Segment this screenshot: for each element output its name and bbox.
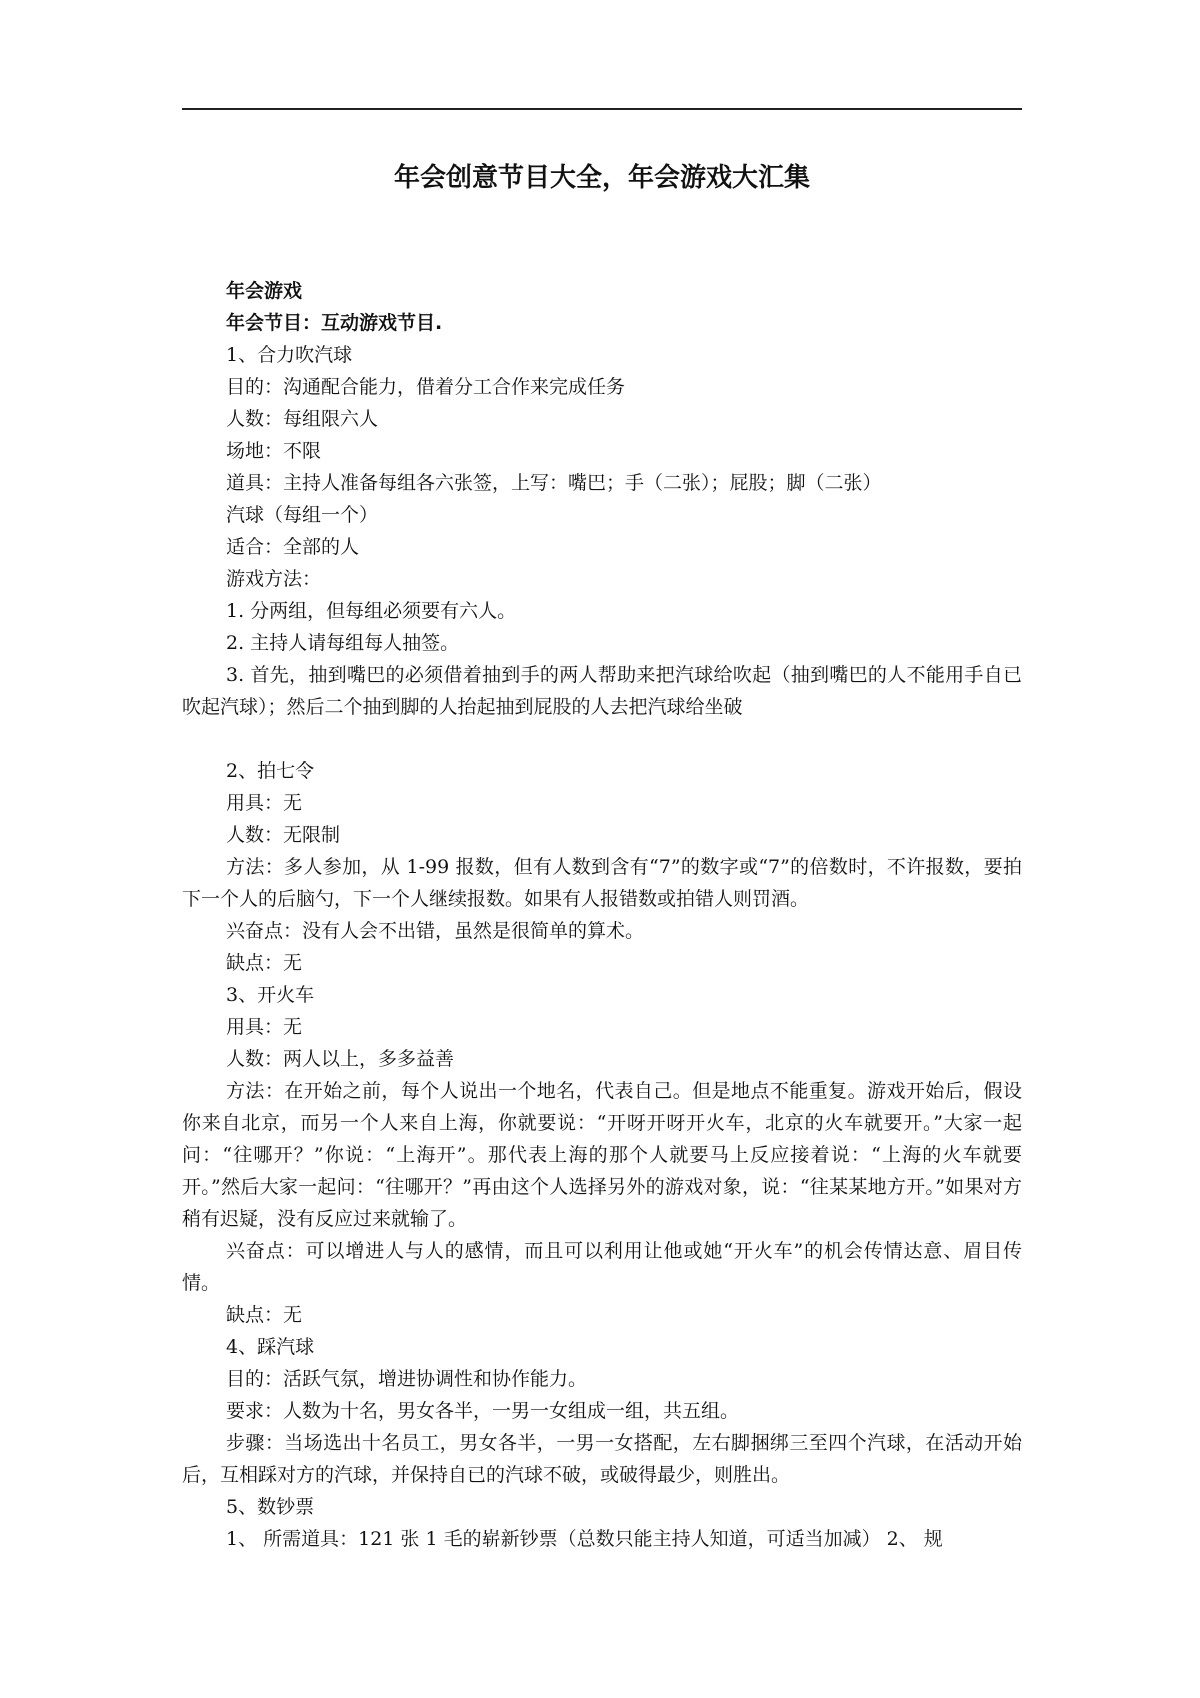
game2-tools: 用具：无 [226, 792, 303, 814]
game2-people: 人数：无限制 [226, 824, 341, 846]
paragraph-gap [182, 723, 1022, 755]
game1-step2: 2. 主持人请每组每人抽签。 [226, 632, 460, 654]
game1-name: 1、合力吹汽球 [226, 344, 353, 366]
game1-purpose: 目的：沟通配合能力，借着分工合作来完成任务 [226, 376, 626, 398]
game2-method: 方法：多人参加，从 1-99 报数，但有人数到含有“7”的数字或“7”的倍数时，不许报数，要拍下一个人的后脑勺，下一个人继续报数。如果有人报错数或拍错人则罚酒。 [182, 856, 1022, 910]
game1-step1: 1. 分两组，但每组必须要有六人。 [226, 600, 517, 622]
document-body [182, 275, 1022, 1555]
game1-method-label: 游戏方法： [226, 568, 322, 590]
game4-steps: 步骤：当场选出十名员工，男女各半，一男一女搭配，左右脚捆绑三至四个汽球，在活动开始后，互相踩对方的汽球，并保持自已的汽球不破，或破得最少，则胜出。 [182, 1432, 1022, 1486]
game2-drawback: 缺点：无 [226, 952, 303, 974]
game3-excitement: 兴奋点：可以增进人与人的感情，而且可以利用让他或她“开火车”的机会传情达意、眉目传情。 [182, 1240, 1022, 1294]
game3-name: 3、开火车 [226, 984, 315, 1006]
game1-venue: 场地：不限 [226, 440, 322, 462]
game5-name: 5、数钞票 [226, 1496, 315, 1518]
document-title: 年会创意节目大全，年会游戏大汇集 [393, 163, 810, 193]
game5-line1: 1、 所需道具：121 张 1 毛的崭新钞票（总数只能主持人知道，可适当加减） 2、 规 [226, 1528, 943, 1550]
header-rule [182, 108, 1022, 110]
game2-excitement: 兴奋点：没有人会不出错，虽然是很简单的算术。 [226, 920, 645, 942]
game4-requirement: 要求：人数为十名，男女各半，一男一女组成一组，共五组。 [226, 1400, 740, 1422]
game3-tools: 用具：无 [226, 1016, 303, 1038]
game1-props-cont: 汽球（每组一个） [226, 504, 379, 526]
game1-suitable: 适合：全部的人 [226, 536, 360, 558]
game3-people: 人数：两人以上，多多益善 [226, 1048, 455, 1070]
game3-drawback: 缺点：无 [226, 1304, 303, 1326]
game1-step3: 3. 首先，抽到嘴巴的必须借着抽到手的两人帮助来把汽球给吹起（抽到嘴巴的人不能用手自已吹起汽球）；然后二个抽到脚的人抬起抽到屁股的人去把汽球给坐破 [182, 664, 1022, 718]
section-heading: 年会游戏 [226, 280, 303, 302]
game4-purpose: 目的：活跃气氛，增进协调性和协作能力。 [226, 1368, 588, 1390]
game3-method: 方法：在开始之前，每个人说出一个地名，代表自己。但是地点不能重复。游戏开始后，假设你来自北京，而另一个人来自上海，你就要说：“开呀开呀开火车，北京的火车就要开。”大家一起问：“往哪开？”你说：“上海开”。那代表上海的那个人就要马上反应接着说：“上海的火车就要开。”然后大家一起问：“往哪开？”再由这个人选择另外的游戏对象，说：“往某某地方开。”如果对方稍有迟疑，没有反应过来就输了。 [182, 1080, 1022, 1230]
game1-props: 道具：主持人准备每组各六张签，上写：嘴巴；手（二张）；屁股；脚（二张） [226, 472, 882, 494]
subheading: 年会节目：互动游戏节目. [226, 312, 443, 334]
game1-people: 人数：每组限六人 [226, 408, 379, 430]
game2-name: 2、拍七令 [226, 760, 315, 782]
game4-name: 4、踩汽球 [226, 1336, 315, 1358]
